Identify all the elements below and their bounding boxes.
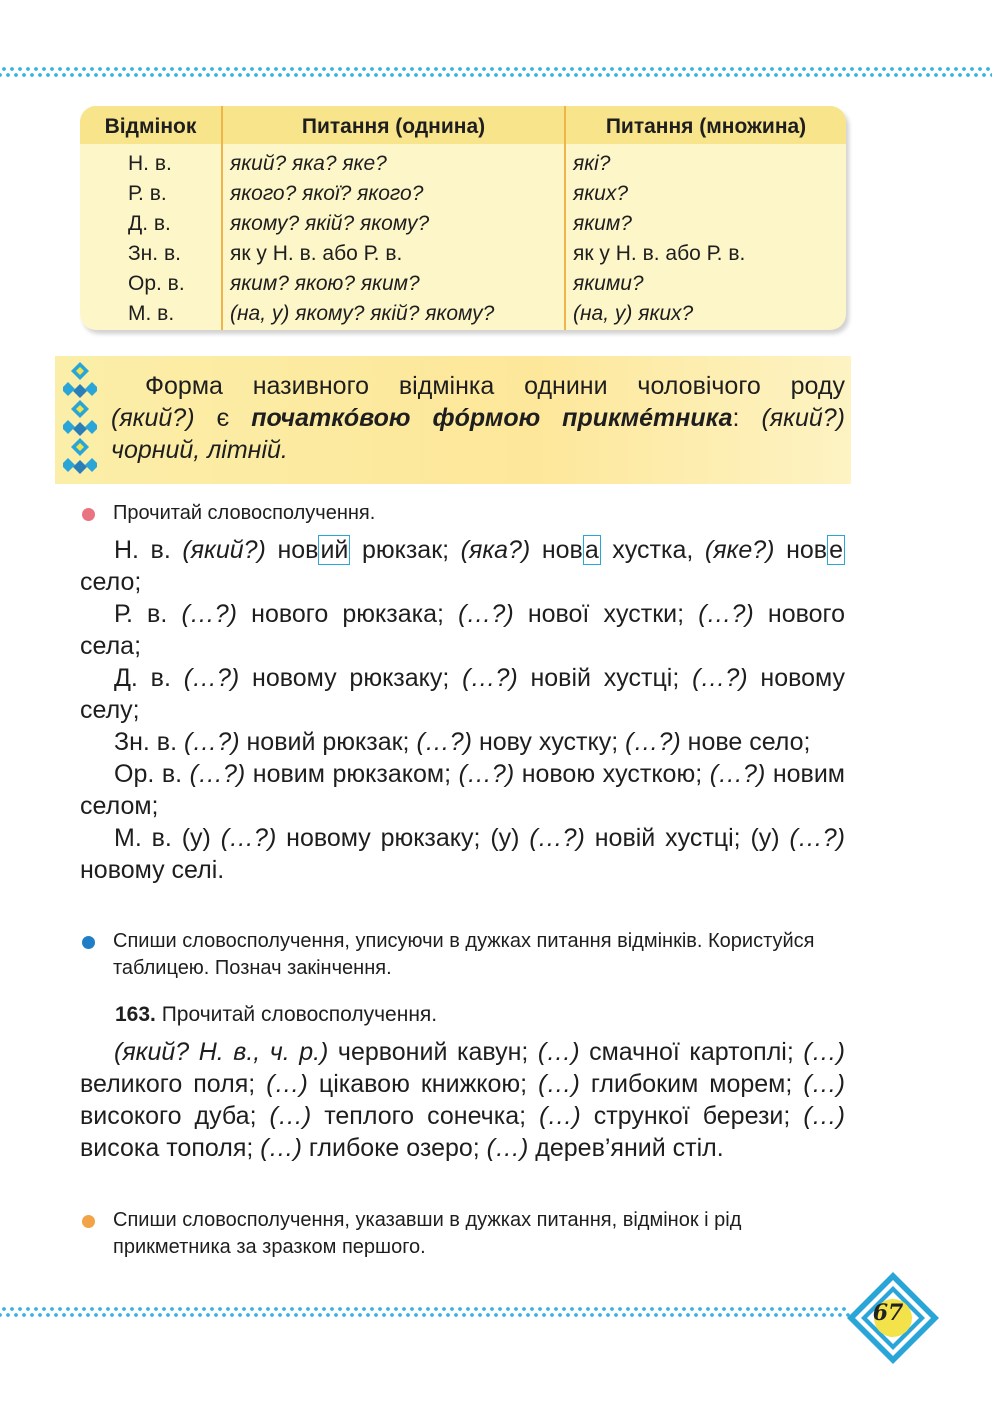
word-text: глибоке озеро;	[301, 1134, 487, 1162]
blank-question: (…)	[803, 1038, 846, 1066]
exercise-line	[80, 822, 845, 886]
case-question: (…?)	[183, 664, 240, 692]
rule-text-part: Форма називного відмінка однини чоловічого роду	[145, 372, 845, 400]
word-text: хустка,	[600, 536, 694, 564]
task-write-instruction: Спиши словосполучення, уписуючи в дужках питання відмінків. Користуйся таблицею. Познач закінчення.	[113, 930, 815, 979]
case-label: Р. в.	[114, 600, 168, 628]
word-text: великого поля;	[80, 1070, 267, 1098]
row-plural: яких?	[573, 182, 628, 205]
word-text: новий рюкзак;	[239, 728, 417, 756]
row-plural: які?	[573, 152, 611, 175]
word-text: рюкзак;	[350, 536, 450, 564]
word-text: новому селі.	[80, 856, 225, 884]
header-case: Відмінок	[104, 115, 197, 138]
word-stem: нов	[277, 536, 319, 564]
top-decorative-border	[0, 66, 992, 78]
bottom-decorative-border	[0, 1306, 850, 1318]
word-text: високого дуба;	[80, 1102, 270, 1130]
rule-examples: чорний, літній.	[111, 436, 288, 464]
exercise-number: 163.	[115, 1003, 156, 1026]
word-text: село;	[80, 568, 142, 596]
case-question: (…?)	[458, 760, 515, 788]
sample-question: (який? Н. в., ч. р.)	[114, 1038, 329, 1066]
row-plural: як у Н. в. або Р. в.	[573, 242, 746, 265]
orange-bullet-icon	[82, 1215, 95, 1228]
case-question: (…?)	[625, 728, 681, 756]
row-case: Зн. в.	[128, 242, 181, 265]
row-singular: якого? якої? якого?	[230, 182, 424, 205]
word-text: новому рюкзаку;	[239, 664, 463, 692]
row-case: Д. в.	[128, 212, 171, 235]
case-question: (…?)	[709, 760, 766, 788]
column-divider	[221, 106, 223, 330]
word-text: новій хустці; (у)	[584, 824, 790, 852]
row-plural: яким?	[573, 212, 632, 235]
word-text: новому селу;	[80, 664, 845, 724]
case-label: Д. в.	[114, 664, 171, 692]
exercise-163-text	[80, 1036, 845, 1164]
row-singular: (на, у) якому? якій? якому?	[230, 302, 495, 325]
blank-question: (…)	[539, 1102, 581, 1130]
word-text: нового села;	[80, 600, 846, 660]
word-text: глибоким морем;	[579, 1070, 804, 1098]
rule-text-part: є	[194, 404, 252, 432]
word-stem: нов	[786, 536, 828, 564]
case-question: (який?)	[182, 536, 266, 564]
word-text: нового рюкзака;	[237, 600, 459, 628]
blank-question: (…)	[538, 1070, 580, 1098]
word-text: новій хустці;	[517, 664, 693, 692]
case-label: Зн. в.	[114, 728, 178, 756]
case-label: Ор. в.	[114, 760, 183, 788]
header-plural: Питання (множина)	[605, 115, 807, 138]
word-text: червоний кавун;	[328, 1038, 538, 1066]
row-singular: яким? якою? яким?	[230, 272, 420, 295]
word-text: новою хусткою;	[514, 760, 710, 788]
blank-question: (…)	[803, 1102, 845, 1130]
exercise-paragraph	[80, 1036, 845, 1164]
rule-question: (який?)	[761, 404, 845, 432]
exercise-line	[80, 662, 845, 726]
case-question: (…?)	[416, 728, 472, 756]
task-instruction: Прочитай словосполучення.	[113, 502, 376, 524]
word-text: теплого сонечка;	[311, 1102, 540, 1130]
word-text: новим селом;	[80, 760, 845, 820]
row-singular: якому? якій? якому?	[230, 212, 430, 235]
rule-text	[111, 370, 845, 466]
case-question: (…?)	[462, 664, 518, 692]
header-singular: Питання (однина)	[301, 115, 486, 138]
exercise-line	[80, 534, 845, 598]
case-question: (…?)	[692, 664, 748, 692]
exercise-line	[80, 758, 845, 822]
case-question: (…?)	[698, 600, 754, 628]
case-label: М. в. (у)	[114, 824, 211, 852]
word-text: стрункої берези;	[580, 1102, 804, 1130]
word-text: нову хустку;	[472, 728, 626, 756]
case-question: (…?)	[181, 600, 237, 628]
word-text: нової хустки;	[513, 600, 699, 628]
row-case: Р. в.	[128, 182, 167, 205]
ending-box: а	[584, 536, 599, 564]
declension-exercise	[80, 534, 845, 886]
blank-question: (…)	[269, 1102, 312, 1130]
blank-question: (…)	[260, 1134, 302, 1162]
case-question: (…?)	[189, 760, 246, 788]
case-question: (…?)	[458, 600, 514, 628]
exercise-instruction: Прочитай словосполучення.	[155, 1003, 438, 1026]
blank-question: (…)	[486, 1134, 529, 1162]
word-text: новим рюкзаком;	[245, 760, 459, 788]
word-text: дерев’яний стіл.	[528, 1134, 724, 1162]
case-question: (яке?)	[704, 536, 775, 564]
exercise-line	[80, 726, 845, 758]
task-163-write-instruction: Спиши словосполучення, указавши в дужках питання, відмінок і рід прикметника за зразком першого.	[113, 1209, 742, 1258]
blank-question: (…)	[803, 1070, 845, 1098]
row-singular: який? яка? яке?	[230, 152, 387, 175]
pink-bullet-icon	[82, 508, 95, 521]
row-singular: як у Н. в. або Р. в.	[230, 242, 403, 265]
case-label: Н. в.	[114, 536, 171, 564]
word-text: новому рюкзаку; (у)	[276, 824, 530, 852]
row-case: Ор. в.	[128, 272, 185, 295]
rule-question: (який?)	[111, 404, 195, 432]
row-case: Н. в.	[128, 152, 172, 175]
row-case: М. в.	[128, 302, 175, 325]
case-question: (яка?)	[460, 536, 531, 564]
case-question: (…?)	[220, 824, 277, 852]
embroidery-ornament-icon	[63, 360, 97, 480]
blank-question: (…)	[537, 1038, 580, 1066]
rule-key-term: початкóвою фóрмою прикмéтника	[251, 404, 733, 432]
word-text: смачної картоплі;	[579, 1038, 804, 1066]
rule-box	[55, 356, 851, 484]
column-divider	[564, 106, 566, 330]
case-question: (…?)	[789, 824, 846, 852]
word-stem: нов	[541, 536, 583, 564]
case-questions-table	[80, 106, 846, 330]
word-text: цікавою книжкою;	[307, 1070, 539, 1098]
blue-bullet-icon	[82, 936, 95, 949]
case-question: (…?)	[529, 824, 585, 852]
row-plural: (на, у) яких?	[573, 302, 694, 325]
word-text: нове село;	[680, 728, 811, 756]
page-number: 67	[872, 1300, 904, 1326]
row-plural: якими?	[573, 272, 644, 295]
word-text: висока тополя;	[80, 1134, 261, 1162]
exercise-163-heading	[115, 1001, 850, 1028]
ending-box: е	[829, 536, 843, 564]
ending-box: ий	[320, 536, 349, 564]
blank-question: (…)	[266, 1070, 308, 1098]
rule-text-part: :	[732, 404, 762, 432]
exercise-line	[80, 598, 845, 662]
case-question: (…?)	[183, 728, 240, 756]
